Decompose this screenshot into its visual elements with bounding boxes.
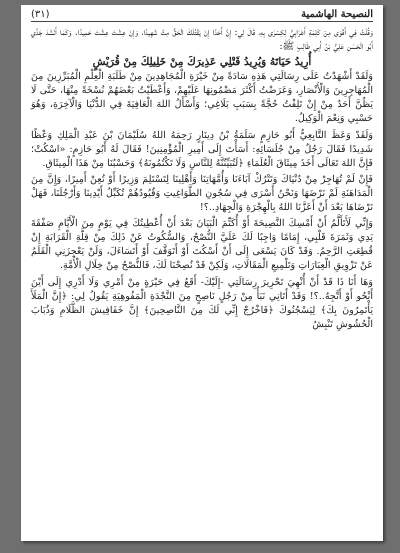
- page-body: [31, 26, 373, 332]
- book-page: [21, 5, 383, 541]
- page-header: [31, 9, 373, 22]
- paragraph: وَإِنِّي لَأَتَأَلَّمُ أَنْ أَمْسِكَ النَّصِيحَةَ أَوْ أُكَتِّمَ الْبَيَانَ بَعْدَ أَنْ أُعْطِيتُكَ فِي يَوْمٍ مِنَ الْأَيَّامِ صَفْقَةَ يَدِي وَثَمَرَةَ قَلْبِي، إِمَامًا وَاجِبًا لَكَ عَلَيَّ النُّصْحُ، وَالسُّكُوتُ عَنْ ذَلِكَ مِنْ قِلَّةِ الْقَرَابَةِ إِنْ قُطِعَتِ الرَّحِمُ. وَقَدْ كَانَ يَسْعَى إِلَى أَنْ أَسْكُتَ أَوْ أَتَوَقَّفَ أَوْ أَتَسَاءَلَ، وَلَنْ يَعْجِزَنِي الْقَلَمُ عَنْ تَزْوِيقِ الْعِبَارَاتِ وَتَلْمِيعِ الْمَقَالَاتِ، وَلَكِنْ قَدْ نُصِحْنَا لَكَ، فَالنُّصْحُ مِنْ خِلَالِ الْأُمَّةِ.: [31, 218, 373, 272]
- paragraph: وَلَقَدْ أَشْهَدْتُ عَلَى رِسَالَتِي هَذِهِ سَادَةً مِنْ خَيْرَةِ الْمُجَاهِدِينَ مِنْ طَلَبَةِ الْعِلْمِ الْمُبَرِّزِينَ مِنَ الْمُهَاجِرِينَ وَالْأَنْصَارِ، وَعَرَضْتُ أَكْثَرَ مَضْمُونِهَا عَلَيْهِمْ، وَأَعْطَيْتُ بَعْضَهُمْ نُسْخَةً مِنْهَا، حَتَّى لَا يَظُنَّ أَحَدٌ مِنْ إِنْ تَلِفْتُ حُجَّةً بِسَبَبِ بَلَاغِي؛ وَأَسْأَلُ اللهَ الْعَافِيَةَ فِي الدُّنْيَا وَالْآخِرَةِ، وَهُوَ حَسْبِي وَنِعْمَ الْوَكِيلُ.: [31, 71, 373, 125]
- paragraph: وَلَقَدْ وَعَظَ التَّابِعِيُّ أَبُو حَازِمٍ سَلَمَةُ بْنُ دِينَارٍ رَحِمَهُ اللهُ سُلَيْمَانَ بْنَ عَبْدِ الْمَلِكِ وَعْظًا شَدِيدًا فَقَالَ رَجُلٌ مِنْ جُلَسَائِهِ: أَسَأْتَ إِلَى أَمِيرِ الْمُؤْمِنِينَ! فَقَالَ لَهُ أَبُو حَازِمٍ: «اسْكُتْ؛ فَإِنَّ اللهَ تَعَالَى أَخَذَ مِيثَاقَ الْعُلَمَاءِ ﴿لَتُبَيِّنُنَّهُ لِلنَّاسِ وَلَا تَكْتُمُونَهُ﴾ وَحَسْبُنَا مِنْ هَذَا الْمِيثَاقِ.: [31, 129, 373, 169]
- poetry-verse: أُرِيدُ حَيَاتَهُ وَيُرِيدُ قَتْلِي عَذِيرَكَ مِنْ خَلِيلِكَ مِنْ قُرَيْشٍ: [92, 56, 312, 69]
- book-title: النصيحة الهاشمية: [301, 9, 373, 20]
- paragraph: فَإِنْ لَمْ تُهَاجِرْ مِنْ دُنْيَاكَ وَتَتْرُكْ آبَاءَنَا وَأُمَّهَاتِنَا وَأَهْلِينَا لِتَسْتَلِمَ وَزِيرًا أَوْ تُعِنْ أَمِيرًا، وَإِنَّ مِنَ الْمَدَاهَنَةِ لَمْ نَرْضَهَا وَنَحْنُ أَسْرَى فِي سُجُونِ الطَّوَاغِيتِ وَقُيُودُهُمْ تُكَبِّلُ أَيْدِينَا وَأَرْجُلَنَا، فَهَلْ نَرْضَاهَا بَعْدَ أَنْ أَعَزَّنَا اللهُ بِالْهِجْرَةِ وَالْجِهَادِ..؟!: [31, 173, 373, 214]
- paragraph: وَهَا أَنَا ذَا قَدْ أَنْ أُنْهِيَ تَحْرِيرَ رِسَالَتِي -إِلَيْكَ- أَقَعُ فِي حَيْرَةٍ مِنْ أَمْرِي وَلَا أَدْرِي إِلَى أَيْنَ أَنْحُو أَوْ أَتَّجِهُ..؟! وَقَدْ أَتَانِي نَبَأٌ مِنْ رَجُلٍ نَاصِحٍ مِنَ النَّجْدَةِ الْمَفُوهِيَةِ يَقُولُ لِي: ﴿إِنَّ الْمَلَأَ يَأْتَمِرُونَ بِكَ﴾ لِيَسْجُنُوكَ ﴿فَاخْرُجْ إِنِّي لَكَ مِنَ النَّاصِحِينَ﴾ إِنَّ خَفَافِيشَ الظَّلَامِ وَذُبَابَ الْحُشُوشِ تَنْبِشُ: [31, 276, 373, 330]
- page-number: (٣١): [31, 9, 50, 20]
- paragraph: وَقُلْتُ فِي أَقْوَى مِنْ كَلِمَةِ أَعْرَابِيٍّ لِكِسْرَى بِهِ، قَالَ لِي: إِنَّ أَحَدًا إِنْ يَقْتُلَكَ الْحَقُّ مِتَّ شَهِيدًا، وَإِنْ عِشْتَ عِشْتَ حَمِيدًا. وَكَمَا أَنْشَدَ جَدِّي أَبُو الْحَسَنِ عَلِيُّ بْنُ أَبِي طَالِبٍ ﷺ:: [31, 27, 373, 53]
